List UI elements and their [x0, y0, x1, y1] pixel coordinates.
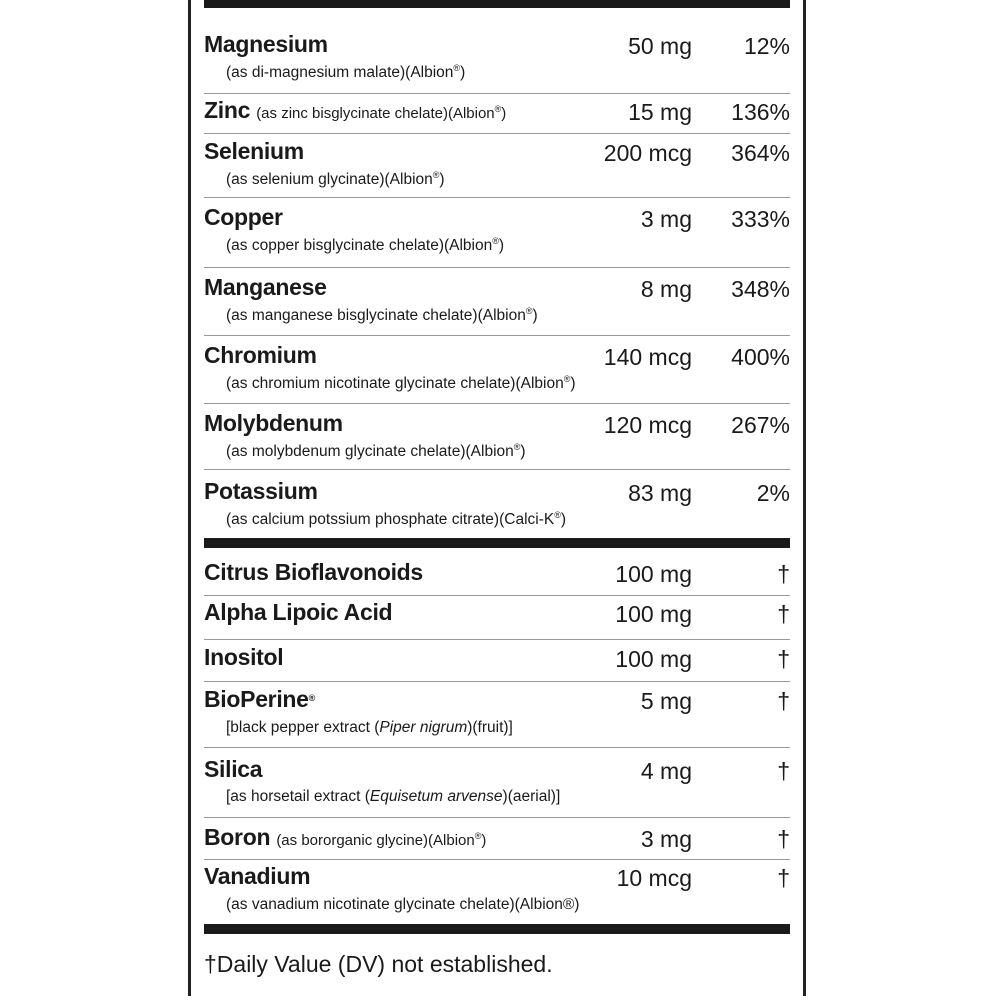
nutrient-dv: 364%	[731, 140, 790, 166]
nutrient-dv: 333%	[731, 206, 790, 232]
nutrient-amount: 3 mg	[640, 206, 692, 232]
ingredient-dv: †	[777, 865, 790, 891]
nutrient-row-potassium	[204, 470, 790, 538]
nutrient-amount: 50 mg	[628, 33, 692, 59]
nutrient-row-magnesium	[204, 30, 790, 94]
footer-thick-rule	[204, 924, 790, 934]
nutrient-row-manganese	[204, 268, 790, 336]
nutrient-amount: 140 mcg	[603, 344, 692, 370]
ingredient-dv: †	[777, 826, 790, 852]
nutrient-source: (as di-magnesium malate)(Albion®)	[226, 63, 466, 81]
ingredient-dv: †	[777, 758, 790, 784]
ingredient-row-alpha-lipoic-acid	[204, 596, 790, 640]
nutrient-row-zinc	[204, 94, 790, 134]
ingredient-row-citrus-bioflavonoids	[204, 548, 790, 596]
ingredient-source: [black pepper extract (Piper nigrum)(fruit)]	[226, 719, 513, 736]
ingredient-row-vanadium	[204, 860, 790, 924]
nutrient-row-selenium	[204, 134, 790, 198]
nutrient-row-molybdenum	[204, 404, 790, 470]
nutrient-name: Selenium	[204, 138, 304, 164]
ingredient-dv: †	[777, 601, 790, 627]
ingredient-dv: †	[777, 561, 790, 587]
nutrient-amount: 200 mcg	[603, 140, 692, 166]
nutrient-name: Zinc (as zinc bisglycinate chelate)(Albion®)	[204, 97, 507, 123]
nutrient-source: (as molybdenum glycinate chelate)(Albion®)	[226, 442, 526, 460]
ingredient-dv: †	[777, 646, 790, 672]
nutrient-amount: 83 mg	[628, 480, 692, 506]
ingredient-amount: 100 mg	[615, 561, 692, 587]
ingredient-amount: 3 mg	[640, 826, 692, 852]
nutrient-source: (as chromium nicotinate glycinate chelate)(Albion®)	[226, 374, 576, 392]
ingredient-name: BioPerine®	[204, 686, 316, 712]
nutrient-dv: 136%	[731, 99, 790, 125]
nutrient-amount: 8 mg	[640, 276, 692, 302]
ingredient-row-bioperine	[204, 682, 790, 748]
ingredient-name: Vanadium	[204, 863, 311, 889]
nutrient-dv: 267%	[731, 412, 790, 438]
top-thick-rule	[204, 0, 790, 8]
ingredient-amount: 10 mcg	[616, 865, 692, 891]
nutrient-dv: 348%	[731, 276, 790, 302]
ingredient-name: Silica	[204, 756, 263, 782]
nutrient-source: (as calcium potssium phosphate citrate)(Calci-K®)	[226, 510, 567, 528]
daily-value-footnote: †Daily Value (DV) not established.	[204, 951, 553, 977]
nutrient-name: Molybdenum	[204, 410, 343, 436]
nutrient-row-copper	[204, 198, 790, 268]
nutrient-name: Chromium	[204, 342, 317, 368]
nutrient-source: (as selenium glycinate)(Albion®)	[226, 170, 445, 188]
ingredient-amount: 4 mg	[640, 758, 692, 784]
nutrient-dv: 400%	[731, 344, 790, 370]
ingredient-source: (as vanadium nicotinate glycinate chelate)(Albion®)	[226, 896, 580, 913]
nutrient-name: Copper	[204, 204, 283, 230]
section-thick-rule	[204, 538, 790, 548]
ingredient-amount: 5 mg	[640, 688, 692, 714]
nutrient-name: Magnesium	[204, 31, 328, 57]
ingredient-row-boron	[204, 818, 790, 860]
ingredient-source: [as horsetail extract (Equisetum arvense)(aerial)]	[226, 788, 561, 805]
nutrient-name: Manganese	[204, 274, 327, 300]
ingredient-name: Boron (as bororganic glycine)(Albion®)	[204, 824, 487, 850]
nutrient-amount: 15 mg	[628, 99, 692, 125]
nutrient-source: (as manganese bisglycinate chelate)(Albion®)	[226, 306, 538, 324]
ingredient-name: Inositol	[204, 644, 284, 670]
ingredient-row-silica	[204, 748, 790, 818]
nutrient-source: (as copper bisglycinate chelate)(Albion®)	[226, 236, 505, 254]
ingredient-name: Alpha Lipoic Acid	[204, 599, 393, 625]
nutrient-name: Potassium	[204, 478, 318, 504]
nutrient-row-chromium	[204, 336, 790, 404]
ingredient-amount: 100 mg	[615, 601, 692, 627]
nutrient-dv: 12%	[743, 33, 790, 59]
ingredient-dv: †	[777, 688, 790, 714]
ingredient-amount: 100 mg	[615, 646, 692, 672]
ingredient-name: Citrus Bioflavonoids	[204, 559, 423, 585]
nutrient-amount: 120 mcg	[603, 412, 692, 438]
ingredient-row-inositol	[204, 640, 790, 682]
nutrient-dv: 2%	[756, 480, 790, 506]
